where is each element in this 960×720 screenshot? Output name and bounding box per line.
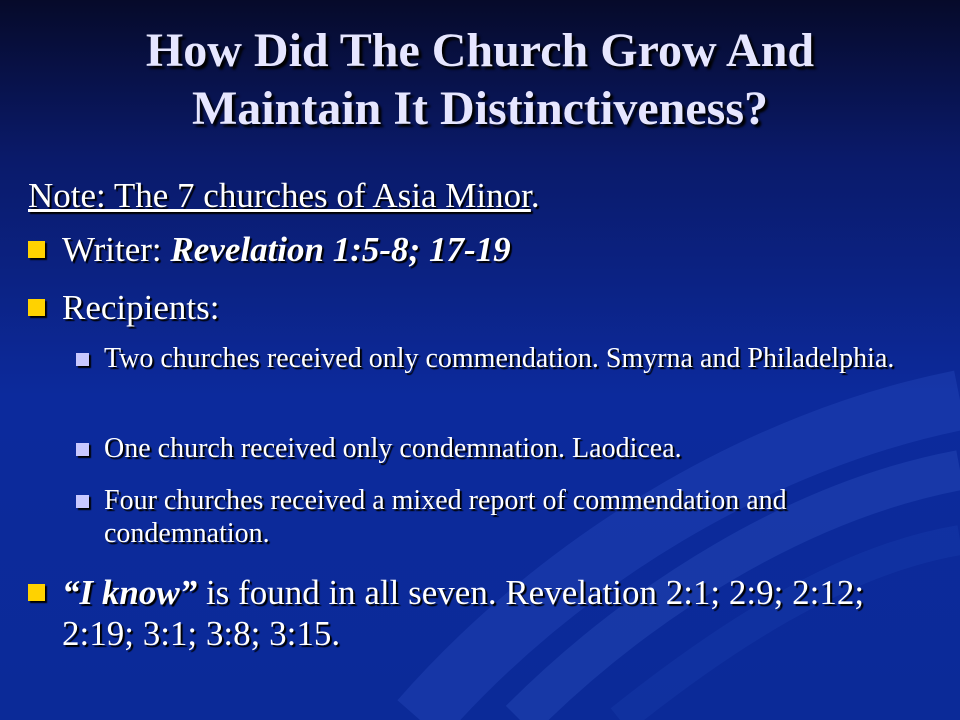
lavender-square-bullet-icon bbox=[76, 353, 89, 366]
note-period: . bbox=[530, 176, 540, 215]
slide-title-line-1: How Did The Church Grow And bbox=[145, 24, 815, 77]
i-know-quote: “I know” bbox=[62, 573, 198, 612]
bullet-recipients bbox=[28, 287, 943, 328]
slide-title-line-2: Maintain It Distinctiveness? bbox=[192, 82, 768, 135]
yellow-square-bullet-icon bbox=[28, 299, 45, 316]
lavender-square-bullet-icon bbox=[76, 495, 89, 508]
sub-bullet-commendation bbox=[76, 342, 936, 375]
yellow-square-bullet-icon bbox=[28, 241, 45, 258]
sub-bullet-text: Four churches received a mixed report of commendation and condemnation. bbox=[104, 485, 787, 549]
note-label: Note: The 7 churches of Asia Minor bbox=[28, 176, 531, 215]
i-know-rest: is found in all seven. Revelation 2:1; 2:9; 2:12; 2:19; 3:1; 3:8; 3:15. bbox=[62, 573, 865, 653]
lavender-square-bullet-icon bbox=[76, 443, 89, 456]
note-line bbox=[28, 175, 540, 217]
sub-bullet-mixed bbox=[76, 484, 936, 550]
bullet-i-know-text bbox=[62, 572, 943, 654]
recipients-label: Recipients: bbox=[62, 288, 220, 327]
bullet-writer bbox=[28, 229, 943, 270]
bullet-writer-text bbox=[62, 229, 943, 270]
bullet-i-know bbox=[28, 572, 943, 654]
yellow-square-bullet-icon bbox=[28, 584, 45, 601]
writer-label: Writer: bbox=[62, 230, 171, 269]
writer-reference: Revelation 1:5-8; 17-19 bbox=[170, 230, 511, 269]
sub-bullet-condemnation bbox=[76, 432, 936, 465]
sub-bullet-text: One church received only condemnation. Laodicea. bbox=[104, 433, 682, 464]
sub-bullet-text: Two churches received only commendation. Smyrna and Philadelphia. bbox=[104, 343, 895, 374]
slide-title bbox=[0, 22, 960, 138]
